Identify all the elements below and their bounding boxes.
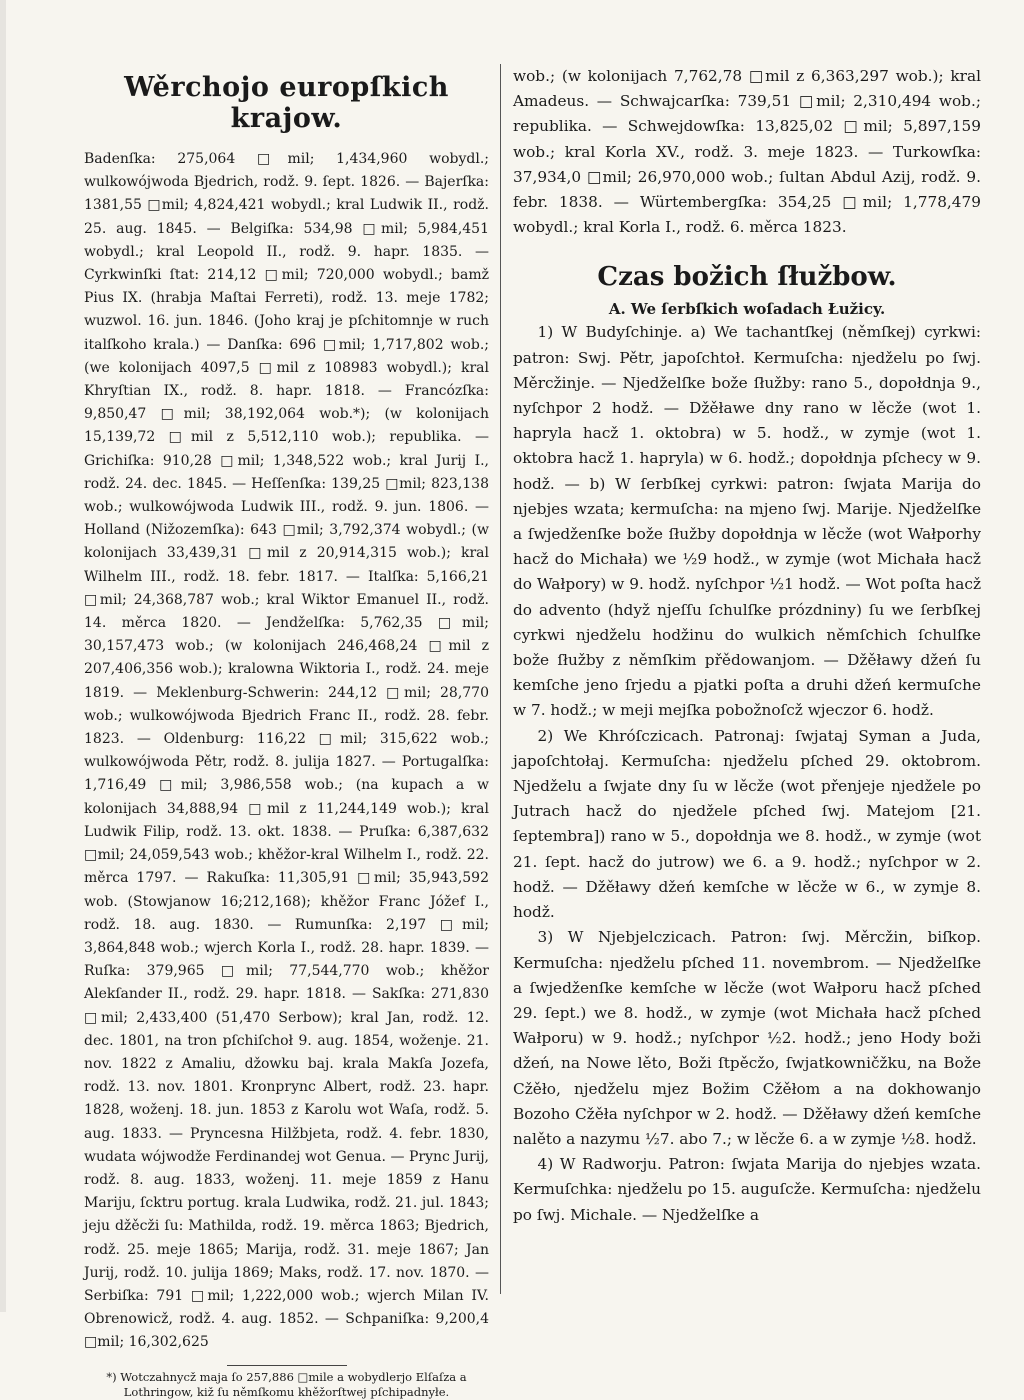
paragraph-radwor: 4) W Radworju. Patron: ſwjata Marija do njebjes wzata. Kermuſchka: njedželu po 15. auguſcže. Kermuſcha: njedželu po ſwj. Michale. — Njedželſke a (513, 1155, 981, 1224)
rulers-list-continuation: wob.; (w kolonijach 7,762,78 □mil z 6,363,297 wob.); kral Amadeus. — Schwajcarſka: 739,51 □mil; 2,310,494 wob.; republika. — Schwejdowſka: 13,825,02 □mil; 5,897,159 wob.; kral Korla XV., rodž. 3. meje 1823. — Turkowſka: 37,934,0 □mil; 26,970,000 wob.; ſultan Abdul Azij, rodž. 9. febr. 1838. — Würtembergſka: 354,25 □mil; 1,778,479 wobydl.; kral Korla I., rodž. 6. měrca 1823. (513, 67, 981, 237)
left-column (84, 0, 489, 1399)
footnote-text: *) Wotczahnycž maja ſo 257,886 □mile a wobydlerjo Elſaſza a Lothringow, kiž ſu němſkomu khěžorſtwej pſchipadnyłe. (106, 1369, 467, 1399)
paragraph-njebjelcicy: 3) W Njebjelczicach. Patron: ſwj. Měrcžin, biſkop. Kermuſcha: njedželu pſched 11. novembrom. — Njedželſke a ſwjedženſke kemſche w lěcže (wot Wałporu hacž pſched 29. ſept.) we 8. hodž., w zymje (wot Michała hacž pſched Wałporu) w 9. hodž.; nyſchpor ½2. hodž.; jeno Hody boži džeń, na Nowe lěto, Boži ſtpěcžo, ſwjatkowničžku, na Bože Cžěło, njedželu mjez Božim Cžěłom a na dokhowanjo Bozoho Cžěła nyſchpor w 2. hodž. — Džěławy džeń kemſche nalěto a nazymu ½7. abo 7.; w lěcže 6. a w zymje ½8. hodž. (513, 928, 981, 1148)
left-column-title: Wěrchojo europſkich krajow. (124, 72, 449, 134)
column-divider (500, 64, 501, 1294)
services-section-title: Czas božich ſłužbow. (597, 262, 897, 293)
services-section-subtitle: A. We ſerbſkich woſadach Łužicy. (608, 300, 886, 319)
paragraph-budysin: 1) W Budyſchinje. a) We tachantſkej (němſkej) cyrkwi: patron: Swj. Pětr, japoſchtoł. Kermuſcha: njedželu po ſwj. Měrcžinje. — Njedželſke bože ſłužby: rano 5., dopołdnja 9., nyſchpor 2 hodž. — Džěławe dny rano w lěcže (wot 1. hapryla hacž 1. oktobra) w 5. hodž., w zymje (wot 1. oktobra hacž 1. hapryla) w 6. hodž.; dopołdnja pſchecy w 9. hodž. — b) W ſerbſkej cyrkwi: patron: ſwjata Marija do njebjes wzata; kermuſcha: na mjeno ſwj. Marije. Njedželſke a ſwjedženſke bože ſłužby dopołdnja w lěcže (wot Wałporhy hacž do Michała) we ½9 hodž., w zymje (wot Michała hacž do Wałpory) w 9. hodž. nyſchpor ½1 hodž. — Wot poſta hacž do advento (hdyž njeſſu ſchulſke prózdniny) ſu we ſerbſkej cyrkwi njedželu hodžinu do wulkich němſchich ſchulſke bože ſłužby z němſkim přědowanjom. — Džěławy džeń ſu kemſche jeno ſrjedu a pjatki poſta a druhi džeń kermuſche w 7. hodž.; w meji mejſka pobožnoſcž wjeczor 6. hodž. (513, 323, 981, 720)
footnote-divider (227, 1365, 347, 1366)
right-column (513, 0, 981, 1312)
rulers-list-text: Badenſka: 275,064 □mil; 1,434,960 wobydl.; wulkowójwoda Bjedrich, rodž. 9. ſept. 1826. — Bajerſka: 1381,55 □mil; 4,824,421 wobydl.; kral Ludwik II., rodž. 25. aug. 1845. — Belgiſka: 534,98 □mil; 5,984,451 wobydl.; kral Leopold II., rodž. 9. hapr. 1835. — Cyrkwinſki ſtat: 214,12 □mil; 720,000 wobydl.; bamž Pius IX. (hrabja Maſtai Ferreti), rodž. 13. meje 1782; wuzwol. 16. jun. 1846. (Joho kraj je pſchitomnje w ruch italſkoho krala.) — Danſka: 696 □mil; 1,717,802 wob.; (we kolonijach 4097,5 □mil z 108983 wobydl.); kral Khryſtian IX., rodž. 8. hapr. 1818. — Francózſka: 9,850,47 □mil; 38,192,064 wob.*); (w kolonijach 15,139,72 □mil z 5,512,110 wob.); republika. — Grichiſka: 910,28 □mil; 1,348,522 wob.; kral Jurij I., rodž. 24. dec. 1845. — Heſſenſka: 139,25 □mil; 823,138 wob.; wulkowójwoda Ludwik III., rodž. 9. jun. 1806. — Holland (Nižozemſka): 643 □mil; 3,792,374 wobydl.; (w kolonijach 33,439,31 □mil z 20,914,315 wob.); kral Wilhelm III., rodž. 18. febr. 1817. — Italſka: 5,166,21 □mil; 24,368,787 wob.; kral Wiktor Emanuel II., rodž. 14. měrca 1820. — Jendželſka: 5,762,35 □mil; 30,157,473 wob.; (w kolonijach 246,468,24 □mil z 207,406,356 wob.); kralowna Wiktoria I., rodž. 24. meje 1819. — Meklenburg-Schwerin: 244,12 □mil; 28,770 wob.; wulkowójwoda Bjedrich Franc II., rodž. 28. febr. 1823. — Oldenburg: 116,22 □mil; 315,622 wob.; wulkowójwoda Pětr, rodž. 8. julija 1827. — Portugalſka: 1,716,49 □mil; 3,986,558 wob.; (na kupach a w kolonijach 34,888,94 □mil z 11,244,149 wob.); kral Ludwik Filip, rodž. 13. okt. 1838. — Pruſka: 6,387,632 □mil; 24,059,543 wob.; khěžor-kral Wilhelm I., rodž. 22. měrca 1797. — Rakuſka: 11,305,91 □mil; 35,943,592 wob. (Stowjanow 16;212,168); khěžor Franc Jóžef I., rodž. 18. aug. 1830. — Rumunſka: 2,197 □mil; 3,864,848 wob.; wjerch Korla I., rodž. 28. hapr. 1839. — Ruſka: 379,965 □mil; 77,544,770 wob.; khěžor Alekſander II., rodž. 29. hapr. 1818. — Sakſka: 271,830 □mil; 2,433,400 (51,470 Serbow); kral Jan, rodž. 12. dec. 1801, na tron pſchiſchoł 9. aug. 1854, woženje. 21. nov. 1822 z Amaliu, džowku baj. krala Makſa Jozefa, rodž. 13. nov. 1801. Kronprync Albert, rodž. 23. hapr. 1828, woženj. 18. jun. 1853 z Karolu wot Waſa, rodž. 5. aug. 1833. — Pryncesna Hilžbjeta, rodž. 4. febr. 1830, wudata wójwodže Ferdinandej wot Genua. — Prync Jurij, rodž. 8. aug. 1833, woženj. 11. meje 1859 z Hanu Mariju, ſcktru portug. krala Ludwika, rodž. 21. jul. 1843; jeju džěcži ſu: Mathilda, rodž. 19. měrca 1863; Bjedrich, rodž. 25. meje 1865; Marija, rodž. 31. meje 1867; Jan Jurij, rodž. 10. julija 1869; Maks, rodž. 17. nov. 1870. — Serbiſka: 791 □mil; 1,222,000 wob.; wjerch Milan IV. Obrenowicž, rodž. 4. aug. 1852. — Schpaniſka: 9,200,4 □mil; 16,302,625 (84, 151, 489, 1351)
paragraph-khroscicy: 2) We Khróſczicach. Patronaj: ſwjataj Syman a Juda, japoſchtołaj. Kermuſcha: njedželu pſched 29. oktobrom. Njedželu a ſwjate dny ſu w lěcže (wot přenjeje njedžele po Jutrach hacž do njedžele pſched ſwj. Matejom [21. ſeptembra]) rano w 5., dopołdnja we 8. hodž., w zymje (wot 21. ſept. hacž do jutrow) we 6. a 9. hodž.; nyſchpor w 2. hodž. — Džěławy džeń kemſche w lěcže w 6., w zymje 8. hodž. (513, 726, 981, 922)
scan-edge-shadow (0, 0, 6, 1312)
